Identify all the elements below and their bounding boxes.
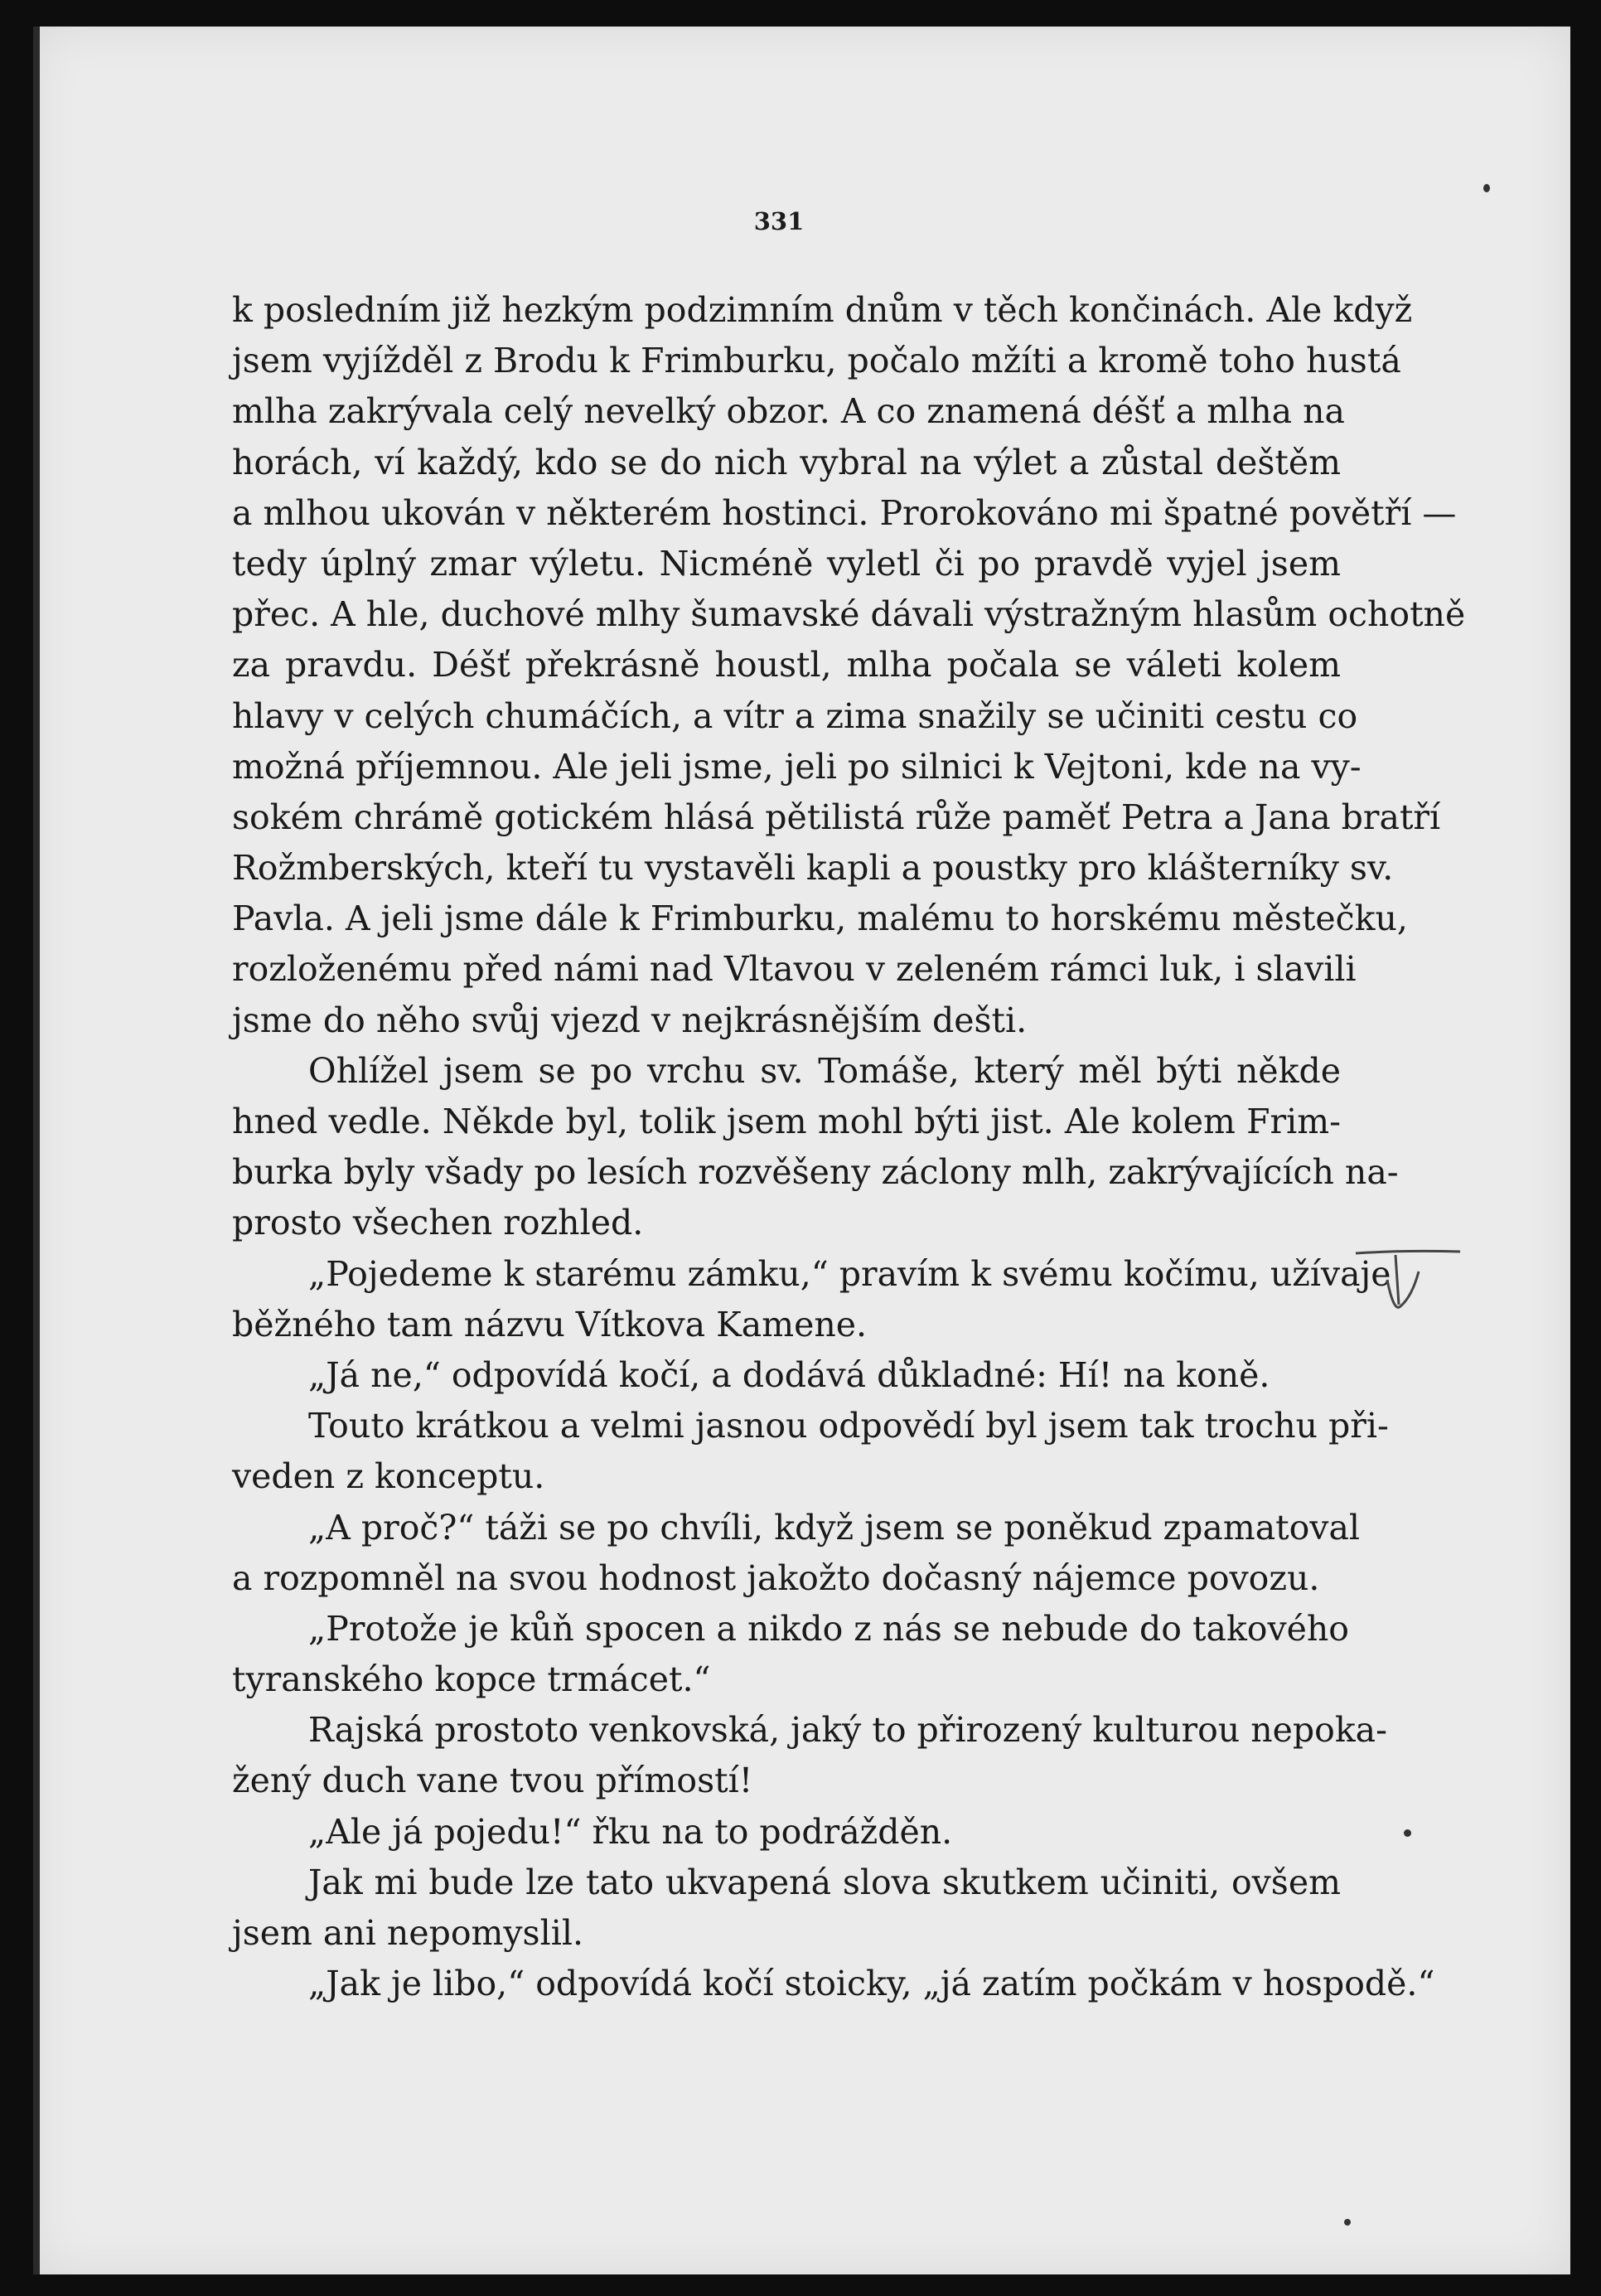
body-text <box>232 285 1466 2009</box>
text-line: horách, ví každý, kdo se do nich vybral na výlet a zůstal deštěm <box>232 442 1341 482</box>
text-line: a rozpomněl na svou hodnost jakožto dočasný nájemce povozu. <box>232 1557 1320 1598</box>
text-line: rozloženému před námi nad Vltavou v zeleném rámci luk, i slavili <box>232 949 1357 990</box>
text-line: a mlhou ukován v některém hostinci. Prorokováno mi špatné povětří — <box>232 492 1457 533</box>
text-line: za pravdu. Déšť překrásně houstl, mlha počala se váleti kolem <box>232 645 1341 685</box>
text-line: hned vedle. Někde byl, tolik jsem mohl býti jist. Ale kolem Frim- <box>232 1102 1341 1141</box>
text-line: Rožmberských, kteří tu vystavěli kapli a poustky pro klášterníky sv. <box>232 848 1394 889</box>
text-line: tyranského kopce trmácet.“ <box>232 1659 711 1700</box>
text-line: „Pojedeme k starému zámku,“ pravím k svému kočímu, užívaje <box>308 1253 1391 1294</box>
text-line: Ohlížel jsem se po vrchu sv. Tomáše, který měl býti někde <box>308 1050 1341 1091</box>
text-line: Jak mi bude lze tato ukvapená slova skutkem učiniti, ovšem <box>308 1862 1341 1902</box>
page-number: 331 <box>753 207 805 235</box>
text-line: mlha zakrývala celý nevelký obzor. A co znamená déšť a mlha na <box>232 391 1345 432</box>
text-line: jsem ani nepomyslil. <box>232 1913 583 1953</box>
text-line: veden z konceptu. <box>232 1456 545 1497</box>
text-line: prosto všechen rozhled. <box>232 1203 644 1243</box>
text-line: Pavla. A jeli jsme dále k Frimburku, malému to horskému městečku, <box>232 899 1408 939</box>
text-line: Rajská prostoto venkovská, jaký to přirozený kulturou nepoka- <box>308 1710 1387 1751</box>
scan-speck <box>1404 1829 1411 1837</box>
text-line: žený duch vane tvou přímostí! <box>232 1761 753 1801</box>
text-line: „Protože je kůň spocen a nikdo z nás se nebude do takového <box>308 1608 1349 1649</box>
text-line: Touto krátkou a velmi jasnou odpovědí byl jsem tak trochu při- <box>308 1406 1389 1446</box>
text-line: „Jak je libo,“ odpovídá kočí stoicky, „já zatím počkám v hospodě.“ <box>308 1964 1435 2004</box>
text-line: tedy úplný zmar výletu. Nicméně vyletl či po pravdě vyjel jsem <box>232 543 1341 584</box>
text-line: „A proč?“ táži se po chvíli, když jsem se poněkud zpamatoval <box>308 1507 1361 1548</box>
scan-speck <box>1483 184 1490 192</box>
text-line: „Já ne,“ odpovídá kočí, a dodává důkladné: Hí! na koně. <box>308 1354 1270 1395</box>
page-binding-edge <box>33 27 40 2274</box>
text-line: „Ale já pojedu!“ řku na to podrážděn. <box>308 1811 953 1852</box>
margin-pencil-mark <box>1354 1247 1462 1330</box>
text-line: jsem vyjížděl z Brodu k Frimburku, počalo mžíti a kromě toho hustá <box>232 341 1401 381</box>
text-line: běžného tam názvu Vítkova Kamene. <box>232 1304 868 1344</box>
text-line: přec. A hle, duchové mlhy šumavské dávali výstražným hlasům ochotně <box>232 594 1466 635</box>
text-line: jsme do něho svůj vjezd v nejkrásnějším dešti. <box>232 1000 1028 1040</box>
text-line: burka byly všady po lesích rozvěšeny záclony mlh, zakrývajících na- <box>232 1152 1399 1193</box>
text-line: hlavy v celých chumáčích, a vítr a zima snažily se učiniti cestu co <box>232 695 1358 736</box>
text-line: možná příjemnou. Ale jeli jsme, jeli po silnici k Vejtoni, kde na vy- <box>232 746 1362 787</box>
scan-speck <box>1344 2219 1351 2226</box>
text-line: k posledním již hezkým podzimním dnům v těch končinách. Ale když <box>232 290 1413 330</box>
text-line: sokém chrámě gotickém hlásá pětilistá růže paměť Petra a Jana bratří <box>232 797 1441 837</box>
